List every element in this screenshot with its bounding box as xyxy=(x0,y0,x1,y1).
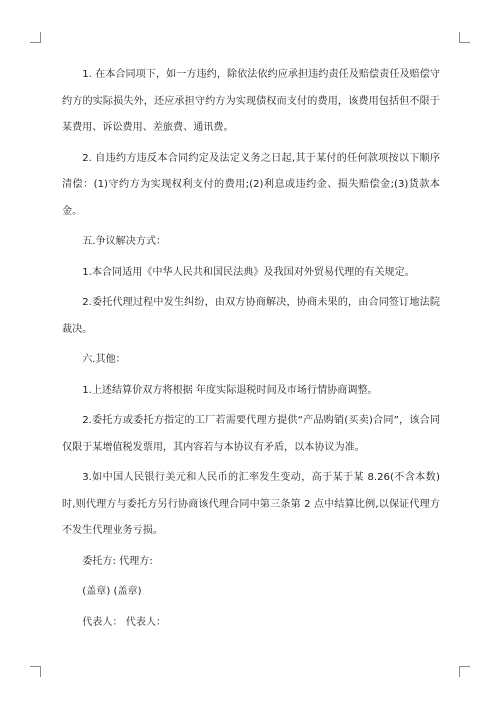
section-heading: 六.其他： xyxy=(82,354,126,365)
signature-seals: (盖章) (盖章) xyxy=(82,586,142,597)
clause-paragraph: 3.如中国人民银行美元和人民币的汇率发生变动，高于某于某 8.26(不含本数)时,则代理方与委托方另行协商该代理合同中第三条第 2 点中结算比例,以保证代理方不发生代理业务亏损。 xyxy=(62,472,440,536)
signature-parties: 委托方: 代理方: xyxy=(82,555,153,567)
signature-representatives: 代表人： 代表人： xyxy=(82,616,167,628)
clause-paragraph: 1. 在本合同项下，如一方违约，除依法依约应承担违约责任及赔偿责任及赔偿守约方的实际损失外，还应承担守约方为实现债权而支付的费用，该费用包括但不限于某费用、诉讼费用、差旅费、通讯费。 xyxy=(62,69,440,133)
section-heading: 五.争议解决方式： xyxy=(82,236,167,247)
crop-mark-bottom-right xyxy=(459,666,470,677)
crop-mark-top-right xyxy=(459,32,470,43)
document-body xyxy=(62,62,440,636)
clause-paragraph: 2.委托代理过程中发生纠纷，由双方协商解决，协商未果的，由合同签订地法院裁决。 xyxy=(62,297,440,335)
crop-mark-bottom-left xyxy=(30,666,41,677)
clause-paragraph: 1.本合同适用《中华人民共和国民法典》及我国对外贸易代理的有关规定。 xyxy=(82,266,415,278)
clause-paragraph: 2.委托方或委托方指定的工厂若需要代理方提供“产品购销(买卖)合同”，该合同仅限于某增值税发票用，其内容若与本协议有矛盾，以本协议为准。 xyxy=(62,415,440,453)
clause-paragraph: 1.上述结算价双方将根据 年度实际退税时间及市场行情协商调整。 xyxy=(82,384,378,396)
crop-mark-top-left xyxy=(30,32,41,43)
clause-paragraph: 2. 自违约方违反本合同约定及法定义务之日起,其于某付的任何款项按以下顺序清偿：(1)守约方为实现权利支付的费用;(2)利息或违约金、损失赔偿金;(3)货款本金。 xyxy=(62,152,440,217)
